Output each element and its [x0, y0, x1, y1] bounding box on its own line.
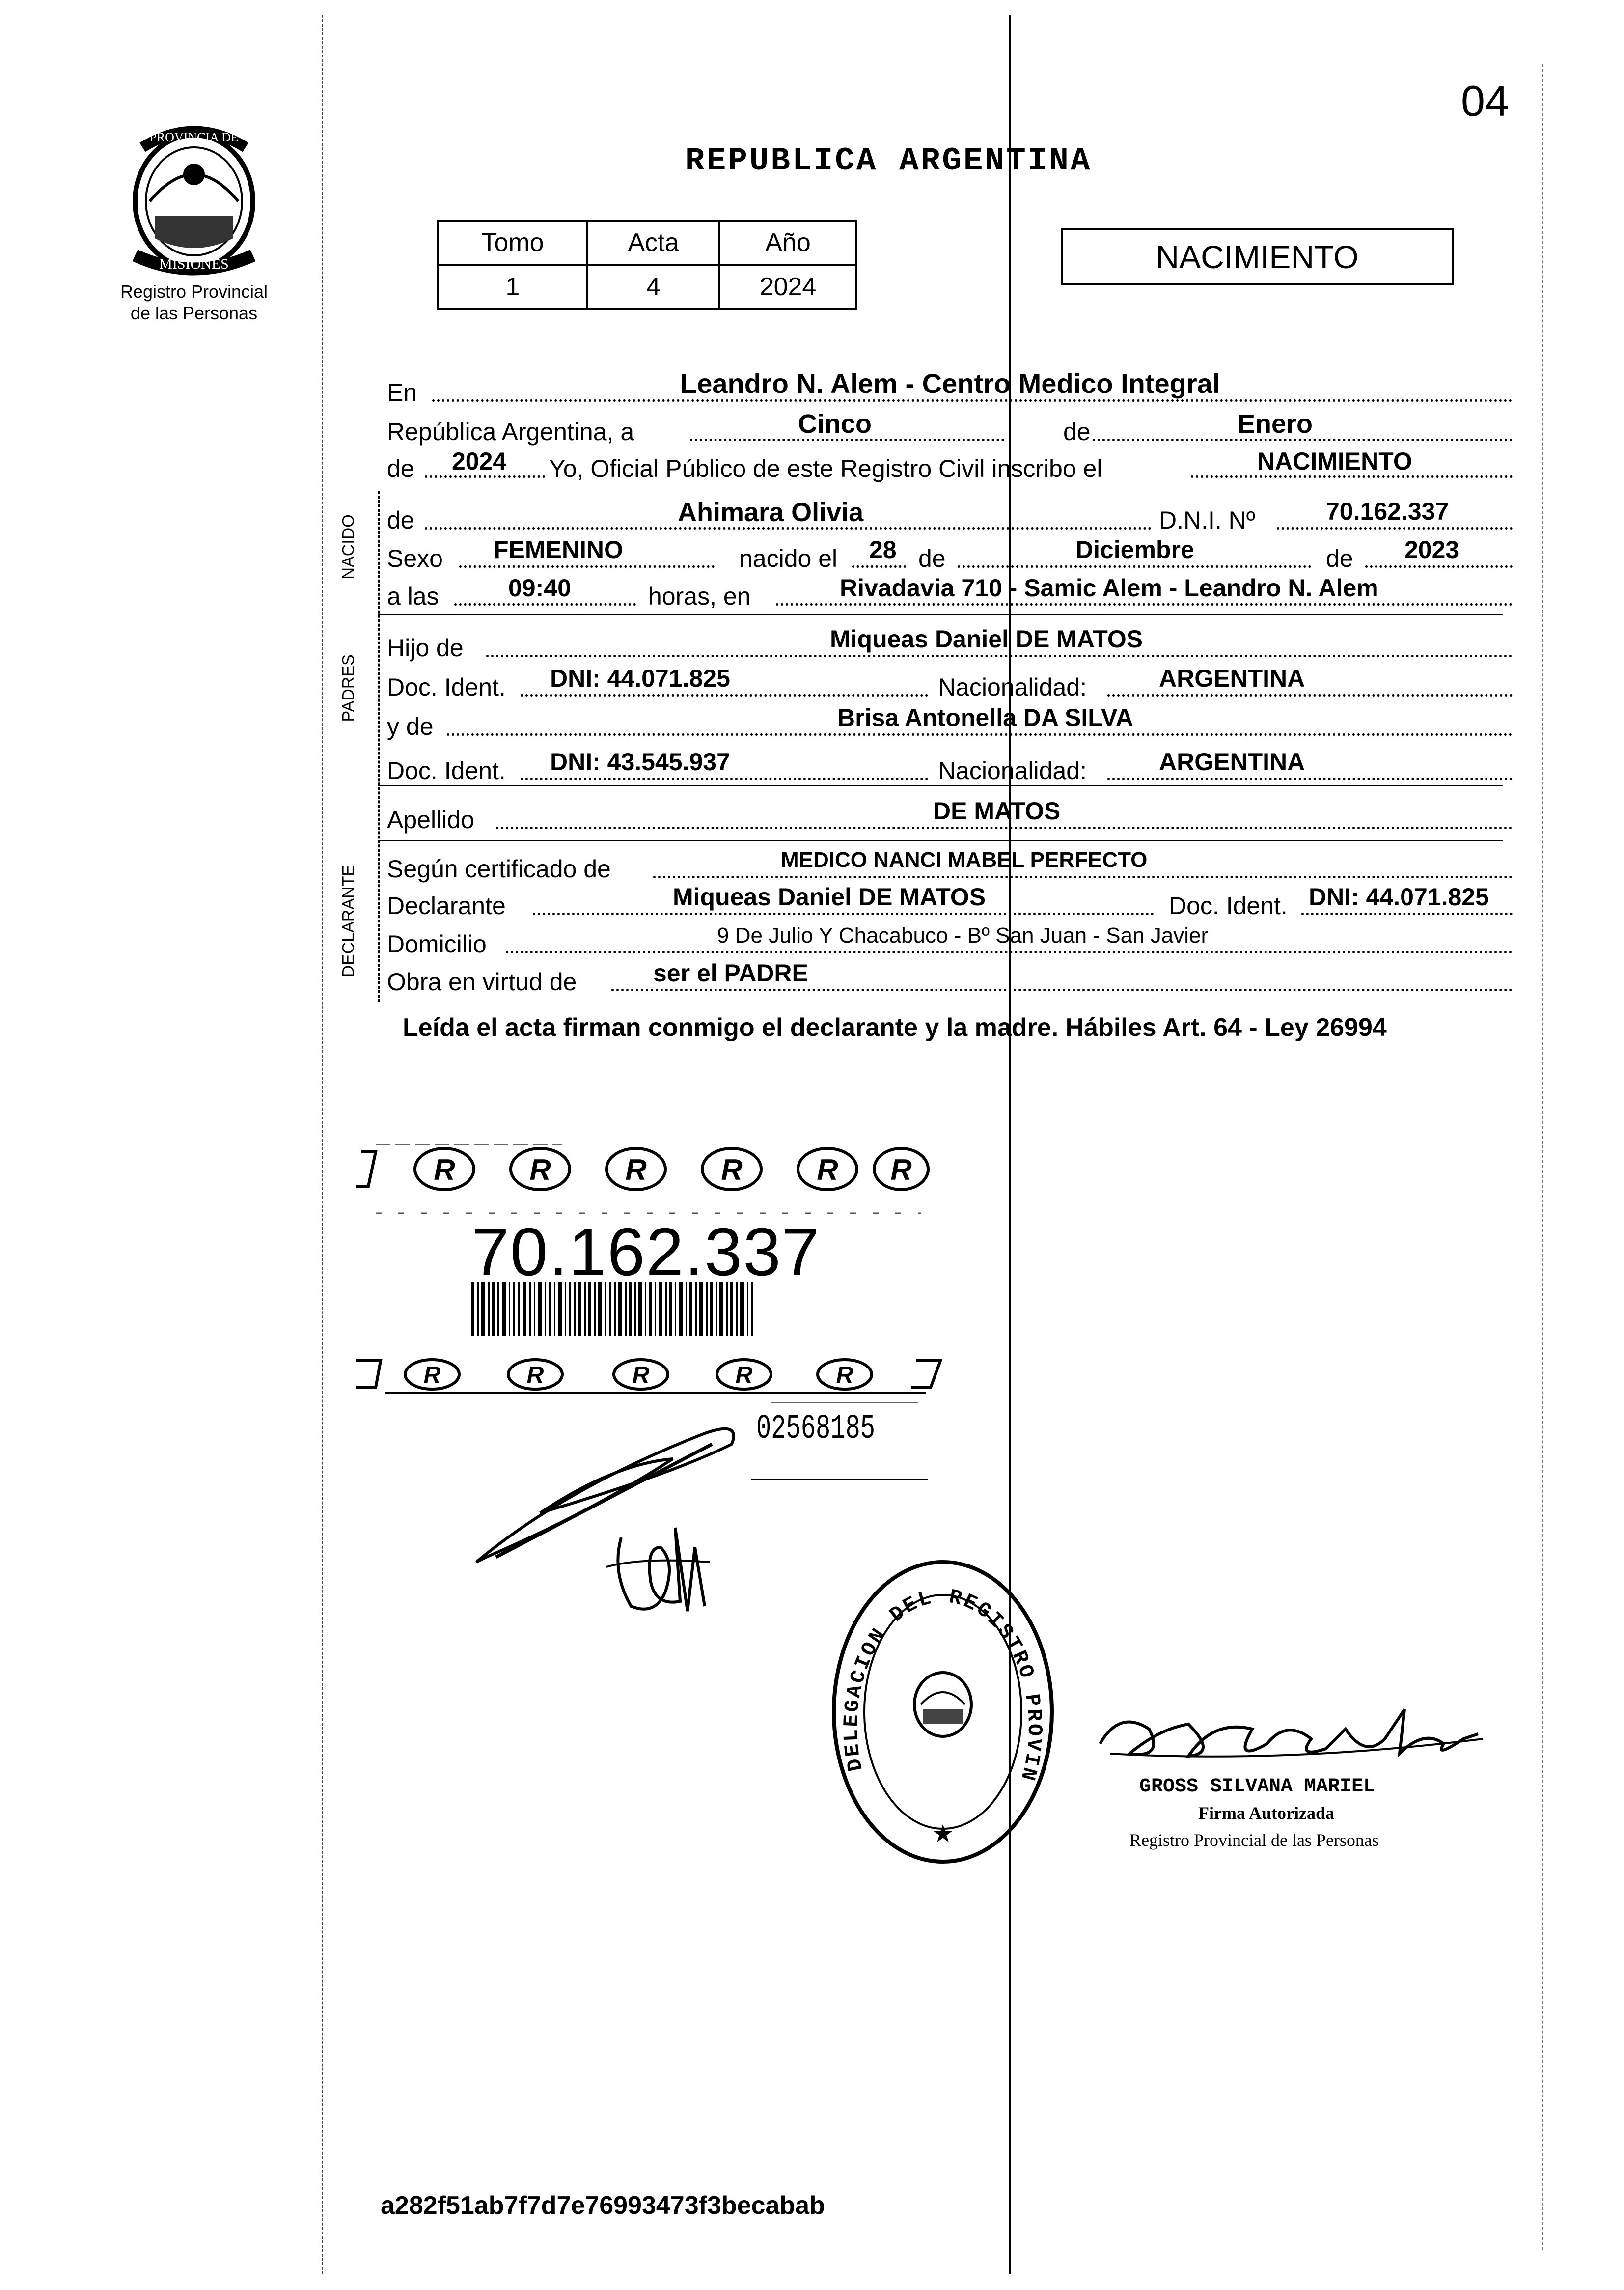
month-de-label: de — [1063, 418, 1091, 446]
birth-year-value: 2023 — [1404, 536, 1459, 563]
serial-underline — [751, 1479, 928, 1480]
inscribo-value: NACIMIENTO — [1257, 447, 1412, 475]
svg-text:R: R — [625, 1153, 647, 1186]
horas-label: horas, en — [648, 583, 751, 610]
father-name-value: Miqueas Daniel DE MATOS — [830, 625, 1143, 653]
birth-day-value: 28 — [869, 536, 897, 563]
republic-label: República Argentina, a — [387, 418, 634, 446]
birth-day-dots — [852, 565, 906, 568]
mother-doc-dots — [521, 778, 928, 780]
nacido-name-value: Ahimara Olivia — [678, 498, 864, 527]
declarante-label: Declarante — [387, 892, 506, 920]
anio-value: 2024 — [719, 265, 856, 309]
closing-text: Leída el acta firman conmigo el declarante y la madre. Hábiles Art. 64 - Ley 26994 — [403, 1013, 1387, 1042]
acta-value: 4 — [587, 265, 719, 309]
dni-dots — [1277, 527, 1513, 530]
father-nationality-label: Nacionalidad: — [938, 673, 1087, 701]
official-seal — [830, 1557, 1056, 1867]
birth-de-label-1: de — [918, 545, 946, 572]
birth-month-value: Diciembre — [1075, 536, 1194, 563]
section-label-nacido: NACIDO — [339, 514, 358, 580]
svg-text:R: R — [836, 1362, 853, 1388]
mother-doc-label: Doc. Ident. — [387, 757, 506, 784]
mother-nationality-label: Nacionalidad: — [938, 757, 1087, 784]
document-hash: a282f51ab7f7d7e76993473f3becabab — [381, 2191, 825, 2220]
separator-nacido — [378, 614, 1503, 615]
seal-outer-text: DELEGACION DEL REGISTRO PROVIN — [839, 1585, 1046, 1785]
acta-header: Acta — [587, 221, 719, 265]
mother-name-value: Brisa Antonella DA SILVA — [837, 704, 1133, 731]
obra-dots — [611, 989, 1513, 991]
sexo-dots — [459, 565, 715, 568]
day-value: Cinco — [798, 409, 872, 439]
en-label: En — [387, 379, 417, 406]
domicilio-label: Domicilio — [387, 930, 487, 958]
record-type-box: NACIMIENTO — [1061, 228, 1454, 285]
cert-dots — [653, 876, 1513, 878]
father-doc-value: DNI: 44.071.825 — [550, 665, 730, 692]
hora-value: 09:40 — [508, 574, 571, 602]
apellido-value: DE MATOS — [933, 797, 1061, 825]
signatory-role: Firma Autorizada — [1198, 1803, 1334, 1823]
declarante-doc-value: DNI: 44.071.825 — [1309, 883, 1489, 911]
lugar-value: Rivadavia 710 - Samic Alem - Leandro N. Alem — [840, 574, 1378, 602]
father-nationality-value: ARGENTINA — [1159, 665, 1305, 692]
domicilio-value: 9 De Julio Y Chacabuco - Bº San Juan - San Javier — [717, 923, 1209, 948]
svg-text:R: R — [423, 1362, 441, 1388]
logo-text-bottom: MISIONES — [159, 256, 229, 272]
misiones-coat-of-arms-logo — [115, 118, 273, 280]
dni-value: 70.162.337 — [1326, 498, 1449, 525]
declarante-doc-label: Doc. Ident. — [1169, 892, 1288, 920]
signatory-organization: Registro Provincial de las Personas — [1129, 1830, 1379, 1850]
mother-doc-value: DNI: 43.545.937 — [550, 748, 730, 776]
y-de-label: y de — [387, 713, 434, 740]
month-value: Enero — [1238, 409, 1313, 439]
declarante-dots — [533, 913, 1154, 915]
father-nationality-dots — [1107, 694, 1513, 697]
seal-emblem-icon — [914, 1673, 971, 1736]
father-name-dots — [486, 655, 1513, 657]
seal-star-icon: ★ — [932, 1820, 954, 1847]
tomo-header: Tomo — [438, 221, 587, 265]
nacido-el-label: nacido el — [739, 545, 838, 572]
hora-dots — [454, 603, 636, 606]
birth-de-label-2: de — [1326, 545, 1353, 572]
declarante-value: Miqueas Daniel DE MATOS — [673, 883, 986, 911]
father-doc-dots — [521, 694, 928, 697]
mother-name-dots — [447, 733, 1513, 736]
year-value: 2024 — [452, 447, 507, 475]
sexo-value: FEMENINO — [494, 536, 623, 563]
hora-label: a las — [387, 583, 439, 610]
authorized-signature — [1090, 1700, 1522, 1773]
year-de-label: de — [387, 455, 414, 482]
birth-month-dots — [958, 565, 1311, 568]
father-doc-label: Doc. Ident. — [387, 673, 506, 701]
registry-line-2: de las Personas — [130, 303, 258, 323]
en-dots — [432, 399, 1513, 402]
birth-year-dots — [1365, 565, 1513, 568]
separator-apellido — [378, 840, 1503, 841]
acta-table — [437, 220, 857, 310]
registry-name-label — [93, 281, 295, 324]
svg-text:R: R — [632, 1362, 650, 1388]
nacido-de-label: de — [387, 506, 414, 534]
svg-text:R: R — [529, 1153, 551, 1186]
domicilio-dots — [506, 951, 1513, 953]
officer-initials-signature — [602, 1518, 715, 1621]
mother-nationality-value: ARGENTINA — [1159, 748, 1305, 776]
country-title: REPUBLICA ARGENTINA — [685, 142, 1092, 179]
svg-text:R: R — [890, 1153, 912, 1186]
serial-overline — [771, 1402, 918, 1403]
svg-text:R: R — [735, 1362, 753, 1388]
hijo-label: Hijo de — [387, 634, 464, 662]
anio-header: Año — [719, 221, 856, 265]
separator-padres — [378, 785, 1503, 786]
logo-text-top: PROVINCIA DE — [149, 130, 239, 144]
en-value: Leandro N. Alem - Centro Medico Integral — [680, 368, 1220, 399]
registry-line-1: Registro Provincial — [120, 281, 268, 302]
right-margin-line — [1542, 64, 1543, 2250]
serial-number: 02568185 — [756, 1410, 875, 1449]
mother-nationality-dots — [1107, 778, 1513, 780]
section-label-padres: PADRES — [339, 654, 358, 722]
tomo-value: 1 — [438, 265, 587, 309]
dni-label: D.N.I. Nº — [1159, 506, 1256, 534]
scan-fold-line — [1009, 15, 1011, 2274]
apellido-label: Apellido — [387, 806, 474, 834]
obra-label: Obra en virtud de — [387, 968, 577, 996]
svg-text:R: R — [721, 1153, 743, 1186]
declarante-doc-dots — [1301, 913, 1513, 915]
lugar-dots — [776, 603, 1513, 606]
dni-number-large: 70.162.337 — [471, 1214, 821, 1290]
svg-text:R: R — [817, 1153, 838, 1186]
obra-value: ser el PADRE — [653, 959, 808, 987]
signatory-name: GROSS SILVANA MARIEL — [1139, 1776, 1376, 1798]
form-left-bar — [378, 491, 380, 1002]
page-number: 04 — [1461, 77, 1509, 125]
apellido-dots — [496, 827, 1513, 829]
cert-label: Según certificado de — [387, 855, 611, 883]
year-dots — [425, 475, 545, 478]
sexo-label: Sexo — [387, 545, 443, 572]
inscribo-dots — [1191, 475, 1513, 478]
svg-text:DELEGACION DEL REGISTRO PROVIN — [830, 1557, 1046, 1785]
cert-value: MEDICO NANCI MABEL PERFECTO — [781, 848, 1148, 872]
svg-text:R: R — [434, 1153, 455, 1186]
svg-text:R: R — [526, 1362, 544, 1388]
section-label-declarante: DECLARANTE — [339, 865, 358, 977]
officer-text: Yo, Oficial Público de este Registro Civil inscribo el — [549, 455, 1102, 482]
left-margin-line — [322, 15, 323, 2274]
